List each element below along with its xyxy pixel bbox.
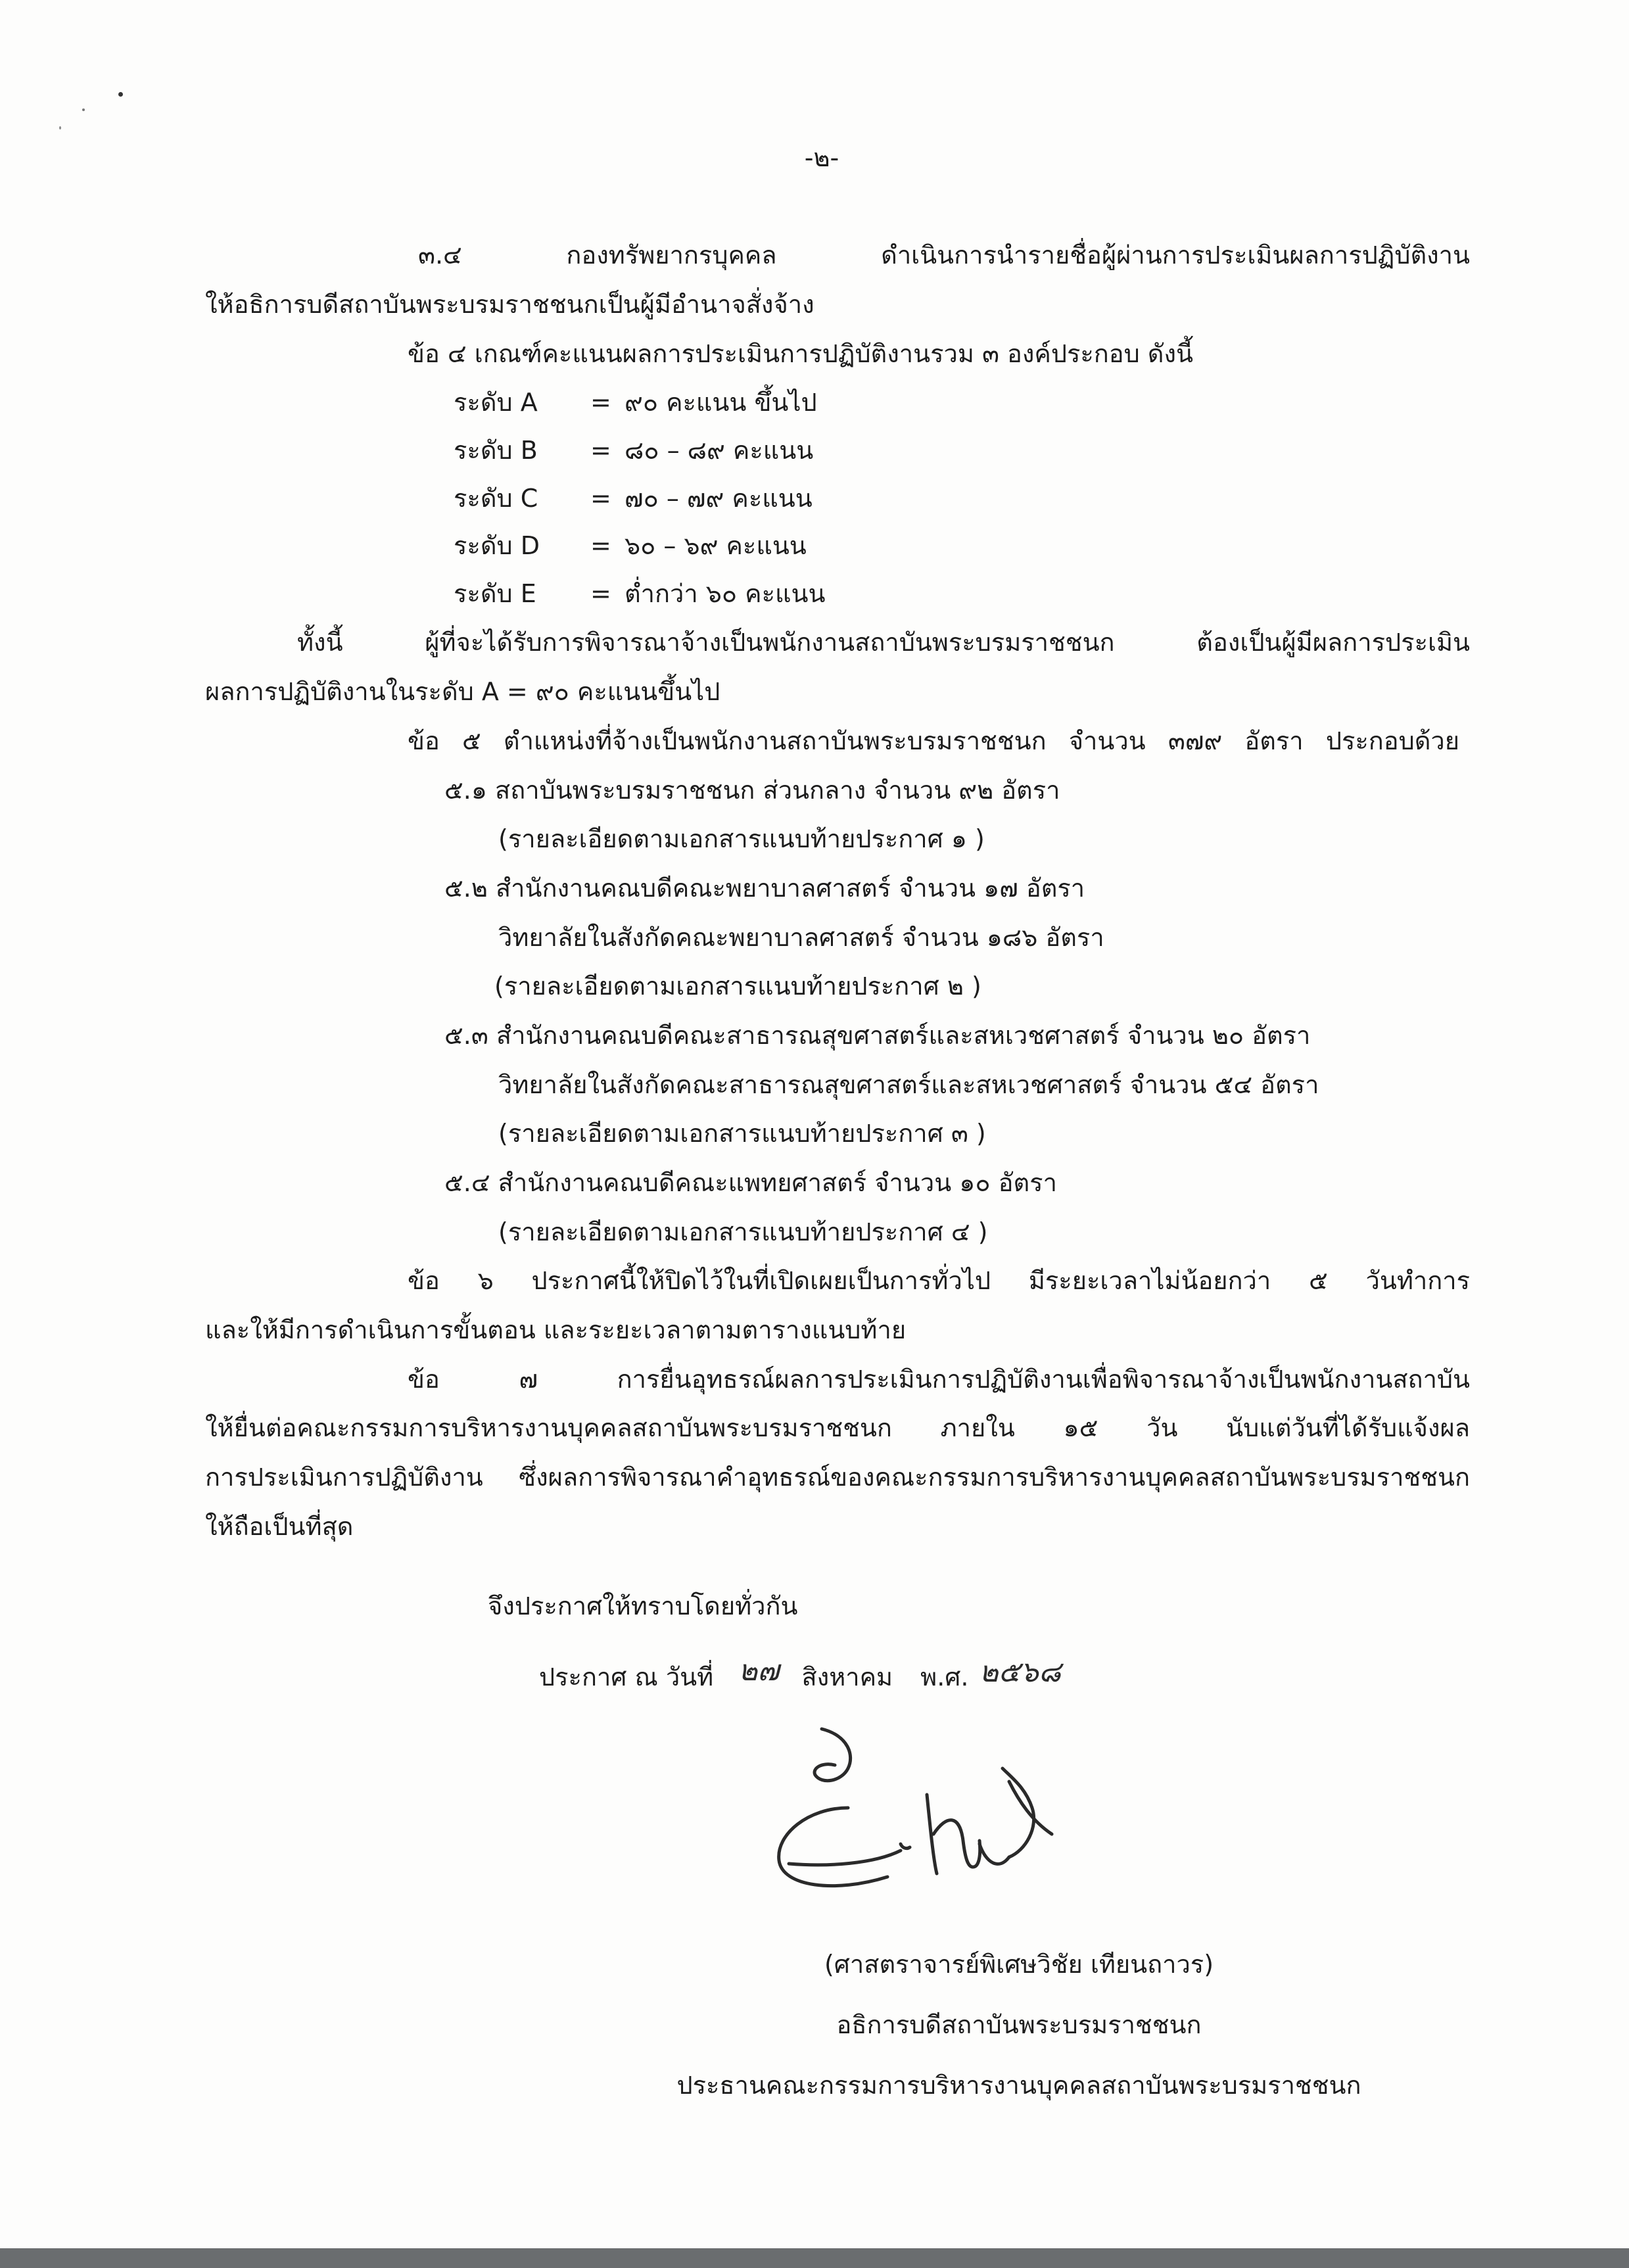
clause-5-2-detail: (รายละเอียดตามเอกสารแนบท้ายประกาศ ๒ ) <box>494 972 981 1001</box>
clause-4-heading: ข้อ ๔ เกณฑ์คะแนนผลการประเมินการปฏิบัติงานรวม ๓ องค์ประกอบ ดังนี้ <box>408 339 1194 368</box>
grade-equals: = <box>590 531 611 560</box>
clause-7-line-2: ให้ยื่นต่อคณะกรรมการบริหารงานบุคคลสถาบันพระบรมราชชนก ภายใน ๑๕ วัน นับแต่วันที่ได้รับแจ้งผล <box>205 1413 1470 1442</box>
date-month: สิงหาคม <box>801 1663 893 1691</box>
closing-announce: จึงประกาศให้ทราบโดยทั่วกัน <box>488 1592 798 1620</box>
clause-7-line-1: ข้อ ๗ การยื่นอุทธรณ์ผลการประเมินการปฏิบัติงานเพื่อพิจารณาจ้างเป็นพนักงานสถาบัน <box>408 1365 1470 1394</box>
clause-5-4-line-1: ๕.๔ สำนักงานคณบดีคณะแพทยศาสตร์ จำนวน ๑๐ อัตรา <box>444 1168 1057 1197</box>
section-3-4-line-1: ๓.๔ กองทรัพยากรบุคคล ดำเนินการนำรายชื่อผู้ผ่านการประเมินผลการปฏิบัติงาน <box>418 241 1470 270</box>
scan-bottom-edge <box>0 2248 1629 2268</box>
clause-5-1-detail: (รายละเอียดตามเอกสารแนบท้ายประกาศ ๑ ) <box>498 824 985 853</box>
grade-label: ระดับ A <box>454 388 538 417</box>
grade-label: ระดับ E <box>454 579 536 608</box>
grade-value: ต่ำกว่า ๖๐ คะแนน <box>625 579 826 608</box>
grade-equals: = <box>590 579 611 608</box>
grade-label: ระดับ B <box>454 436 538 465</box>
clause-5-3-line-1: ๕.๓ สำนักงานคณบดีคณะสาธารณสุขศาสตร์และสหเวชศาสตร์ จำนวน ๒๐ อัตรา <box>444 1021 1311 1050</box>
clause-4-note-line-2: ผลการปฏิบัติงานในระดับ A = ๙๐ คะแนนขึ้นไป <box>205 677 720 706</box>
date-year: ๒๕๖๘ <box>979 1655 1061 1689</box>
date-day: ๒๗ <box>738 1654 780 1688</box>
grade-value: ๙๐ คะแนน ขึ้นไป <box>625 388 817 417</box>
clause-5-2-line-1: ๕.๒ สำนักงานคณบดีคณะพยาบาลศาสตร์ จำนวน ๑๗ อัตรา <box>444 874 1085 903</box>
page-number: -๒- <box>804 143 839 172</box>
clause-7-line-3: การประเมินการปฏิบัติงาน ซึ่งผลการพิจารณาคำอุทธรณ์ของคณะกรรมการบริหารงานบุคคลสถาบันพระบรมราชชนก <box>205 1463 1470 1492</box>
signature-icon <box>749 1709 1078 1959</box>
clause-6-line-2: และให้มีการดำเนินการขั้นตอน และระยะเวลาตามตารางแนบท้าย <box>205 1315 907 1344</box>
clause-5-heading: ข้อ ๕ ตำแหน่งที่จ้างเป็นพนักงานสถาบันพระบรมราชชนก จำนวน ๓๗๙ อัตรา ประกอบด้วย <box>408 726 1459 755</box>
grade-label: ระดับ D <box>454 531 540 560</box>
signatory-name: (ศาสตราจารย์พิเศษวิชัย เทียนถาวร) <box>824 1950 1214 1979</box>
grade-equals: = <box>590 484 611 513</box>
clause-6-line-1: ข้อ ๖ ประกาศนี้ให้ปิดไว้ในที่เปิดเผยเป็นการทั่วไป มีระยะเวลาไม่น้อยกว่า ๕ วันทำการ <box>408 1266 1470 1295</box>
grade-value: ๘๐ – ๘๙ คะแนน <box>625 436 814 465</box>
clause-5-4-detail: (รายละเอียดตามเอกสารแนบท้ายประกาศ ๔ ) <box>498 1217 988 1246</box>
date-era: พ.ศ. <box>920 1663 969 1691</box>
clause-5-3-line-2: วิทยาลัยในสังกัดคณะสาธารณสุขศาสตร์และสหเวชศาสตร์ จำนวน ๕๔ อัตรา <box>498 1070 1319 1099</box>
clause-4-note-line-1: ทั้งนี้ ผู้ที่จะได้รับการพิจารณาจ้างเป็นพนักงานสถาบันพระบรมราชชนก ต้องเป็นผู้มีผลการประเมิน <box>297 628 1470 657</box>
clause-5-2-line-2: วิทยาลัยในสังกัดคณะพยาบาลศาสตร์ จำนวน ๑๘๖ อัตรา <box>498 923 1104 952</box>
grade-value: ๗๐ – ๗๙ คะแนน <box>625 484 813 513</box>
grade-value: ๖๐ – ๖๙ คะแนน <box>625 531 807 560</box>
grade-label: ระดับ C <box>454 484 538 513</box>
grade-equals: = <box>590 436 611 465</box>
clause-5-3-detail: (รายละเอียดตามเอกสารแนบท้ายประกาศ ๓ ) <box>498 1119 986 1148</box>
announcement-date <box>539 1654 1061 1696</box>
signatory-title-1: อธิการบดีสถาบันพระบรมราชชนก <box>836 2010 1202 2039</box>
clause-5-1-line-1: ๕.๑ สถาบันพระบรมราชชนก ส่วนกลาง จำนวน ๙๒ อัตรา <box>444 776 1060 805</box>
date-prefix: ประกาศ ณ วันที่ <box>539 1663 714 1691</box>
signatory-title-2: ประธานคณะกรรมการบริหารงานบุคคลสถาบันพระบรมราชชนก <box>676 2071 1361 2100</box>
grade-equals: = <box>590 388 611 417</box>
section-3-4-line-2: ให้อธิการบดีสถาบันพระบรมราชชนกเป็นผู้มีอำนาจสั่งจ้าง <box>205 290 814 319</box>
clause-7-line-4: ให้ถือเป็นที่สุด <box>205 1512 354 1541</box>
